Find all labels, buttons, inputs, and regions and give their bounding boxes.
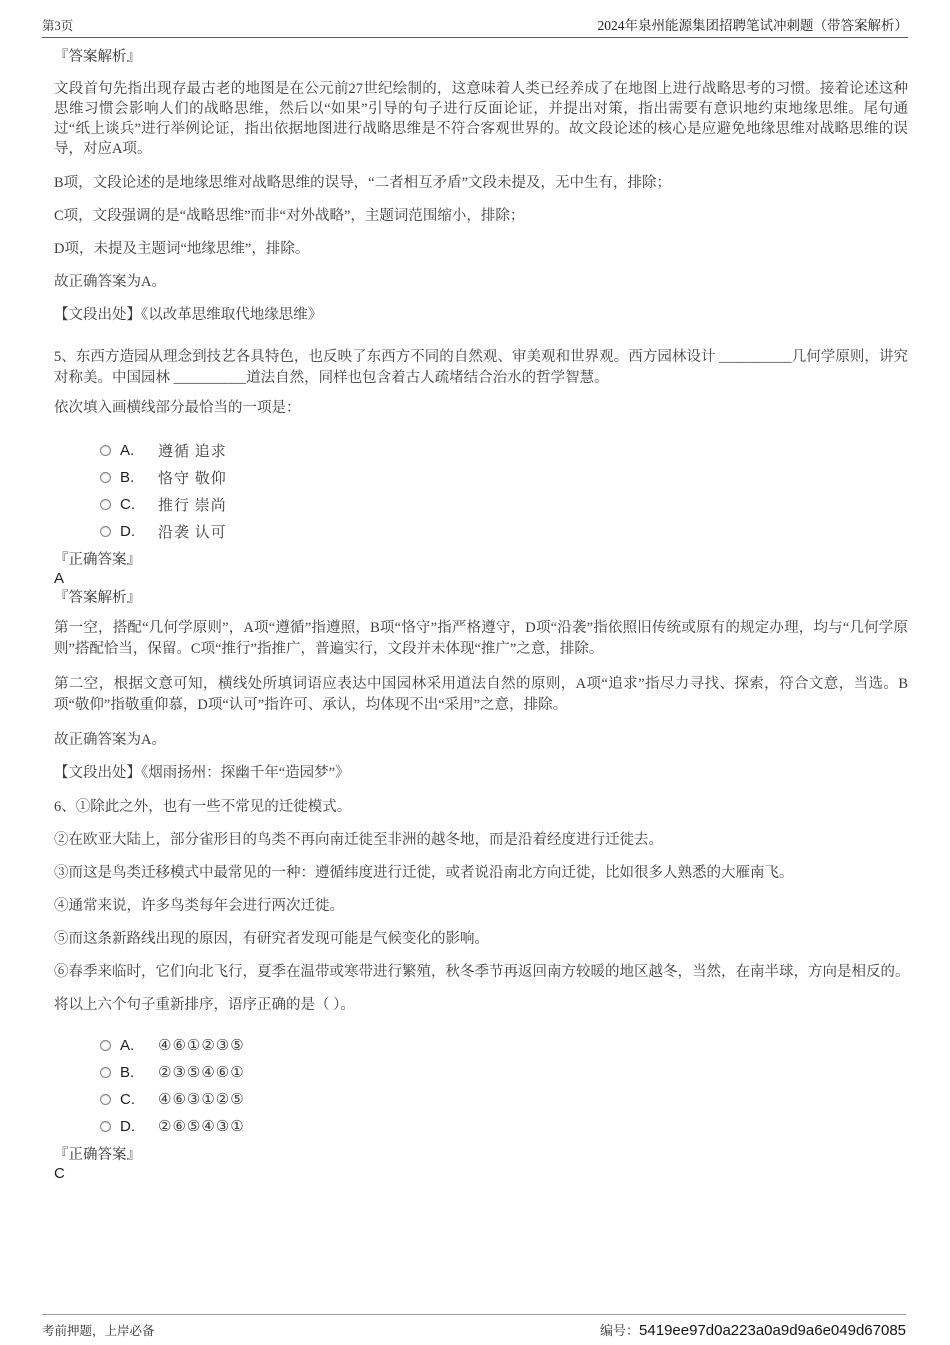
q6-sentence-3: ③而这是鸟类迁移模式中最常见的一种：遵循纬度进行迁徙，或者说沿南北方向迁徙，比如很多人熟悉的大雁南飞。 — [54, 865, 794, 881]
option-text: ④⑥①②③⑤ — [158, 1038, 245, 1054]
radio-icon[interactable] — [100, 472, 111, 483]
option-text: ④⑥③①②⑤ — [158, 1092, 245, 1108]
q4-option-d-analysis: D项，未提及主题词“地缘思维”，排除。 — [54, 241, 310, 257]
radio-icon[interactable] — [100, 1121, 111, 1132]
page-header — [42, 0, 908, 38]
q5-prompt: 依次填入画横线部分最恰当的一项是： — [54, 400, 301, 416]
q6-sentence-2: ②在欧亚大陆上，部分雀形目的鸟类不再向南迁徙至非洲的越冬地，而是沿着经度进行迁徙去。 — [54, 832, 663, 848]
radio-icon[interactable] — [100, 526, 111, 537]
q6-option-c[interactable] — [100, 1086, 908, 1113]
q4-analysis-label: 『答案解析』 — [54, 49, 141, 65]
radio-icon[interactable] — [100, 499, 111, 510]
option-text: 沿袭 认可 — [158, 525, 227, 541]
footer-slogan: 考前押题，上岸必备 — [42, 1324, 155, 1338]
option-letter: D. — [120, 1118, 135, 1135]
q4-option-c-analysis: C项，文段强调的是“战略思维”而非“对外战略”，主题词范围缩小，排除； — [54, 208, 525, 224]
q6-prompt: 将以上六个句子重新排序，语序正确的是（ ）。 — [54, 997, 355, 1013]
q5-correct-answer: A — [54, 570, 65, 587]
page-number: 第3页 — [42, 19, 74, 33]
q6-sentence-4: ④通常来说，许多鸟类每年会进行两次迁徙。 — [54, 898, 344, 914]
q5-analysis-paragraph-2: 第二空，根据文意可知，横线处所填词语应表达中国园林采用道法自然的原则，A项“追求”指尽力寻找、探索，符合文意，当选。B项“敬仰”指敬重仰慕，D项“认可”指许可、承认，均体现不出“采用”之意，排除。 — [54, 676, 908, 713]
q6-option-d[interactable] — [100, 1113, 908, 1140]
q5-option-a[interactable] — [100, 437, 908, 464]
page-footer — [42, 1314, 906, 1339]
q5-correct-answer-label: 『正确答案』 — [54, 552, 141, 568]
q5-option-b[interactable] — [100, 464, 908, 491]
q4-option-b-analysis: B项，文段论述的是地缘思维对战略思维的误导，“二者相互矛盾”文段未提及，无中生有，排除； — [54, 175, 672, 191]
q6-options — [100, 1032, 908, 1140]
q4-conclusion: 故正确答案为A。 — [54, 274, 166, 290]
q5-analysis-label: 『答案解析』 — [54, 590, 141, 606]
footer-id-value: 5419ee97d0a223a0a9d9a6e049d67085 — [639, 1322, 906, 1339]
option-text: ②⑥⑤④③① — [158, 1119, 245, 1135]
document-title: 2024年泉州能源集团招聘笔试冲刺题（带答案解析） — [597, 18, 908, 33]
q6-sentence-6: ⑥春季来临时，它们向北飞行，夏季在温带或寒带进行繁殖，秋冬季节再返回南方较暖的地区越冬，当然，在南半球，方向是相反的。 — [54, 964, 910, 980]
q6-option-a[interactable] — [100, 1032, 908, 1059]
q5-option-c[interactable] — [100, 491, 908, 518]
page-content — [42, 36, 908, 1183]
radio-icon[interactable] — [100, 1067, 111, 1078]
q5-analysis-paragraph-1: 第一空，搭配“几何学原则”，A项“遵循”指遵照，B项“恪守”指严格遵守，D项“沿袭”指依照旧传统或原有的规定办理，均与“几何学原则”搭配恰当，保留。C项“推行”指推广，普遍实行，文段并未体现“推广”之意，排除。 — [54, 620, 908, 657]
radio-icon[interactable] — [100, 445, 111, 456]
q4-source: 【文段出处】《以改革思维取代地缘思维》 — [54, 307, 323, 323]
option-letter: B. — [120, 1064, 135, 1081]
footer-document-id — [600, 1320, 906, 1339]
q5-source: 【文段出处】《烟雨扬州：探幽千年“造园梦”》 — [54, 765, 350, 781]
option-text: ②③⑤④⑥① — [158, 1065, 245, 1081]
q6-option-b[interactable] — [100, 1059, 908, 1086]
option-letter: A. — [120, 442, 135, 459]
q6-correct-answer: C — [54, 1165, 65, 1182]
option-letter: D. — [120, 523, 135, 540]
q5-option-d[interactable] — [100, 518, 908, 545]
q6-sentence-1: 6、①除此之外，也有一些不常见的迁徙模式。 — [54, 799, 352, 815]
q6-sentence-5: ⑤而这条新路线出现的原因，有研究者发现可能是气候变化的影响。 — [54, 931, 489, 947]
radio-icon[interactable] — [100, 1094, 111, 1105]
q4-analysis-paragraph: 文段首句先指出现存最古老的地图是在公元前27世纪绘制的，这意味着人类已经养成了在地图上进行战略思考的习惯。接着论述这种思维习惯会影响人们的战略思维，然后以“如果”引导的句子进行反面论证，并提出对策，指出需要有意识地约束地缘思维。尾句通过“纸上谈兵”进行举例论证，指出依据地图进行战略思维是不符合客观世界的。故文段论述的核心是应避免地缘思维对战略思维的误导，对应A项。 — [54, 81, 908, 157]
option-letter: A. — [120, 1037, 135, 1054]
q5-stem: 5、东西方造园从理念到技艺各具特色，也反映了东西方不同的自然观、审美观和世界观。西方园林设计 __________几何学原则，讲究对称美。中国园林 __________道法自然，同样也包含着古人疏堵结合治水的哲学智慧。 — [54, 349, 908, 386]
option-letter: B. — [120, 469, 135, 486]
option-letter: C. — [120, 496, 135, 513]
option-text: 恪守 敬仰 — [158, 471, 227, 487]
footer-id-label: 编号： — [600, 1323, 640, 1338]
q5-conclusion: 故正确答案为A。 — [54, 732, 166, 748]
option-text: 推行 崇尚 — [158, 498, 227, 514]
option-text: 遵循 追求 — [158, 444, 227, 460]
q6-correct-answer-label: 『正确答案』 — [54, 1147, 141, 1163]
q5-options — [100, 437, 908, 545]
radio-icon[interactable] — [100, 1040, 111, 1051]
option-letter: C. — [120, 1091, 135, 1108]
